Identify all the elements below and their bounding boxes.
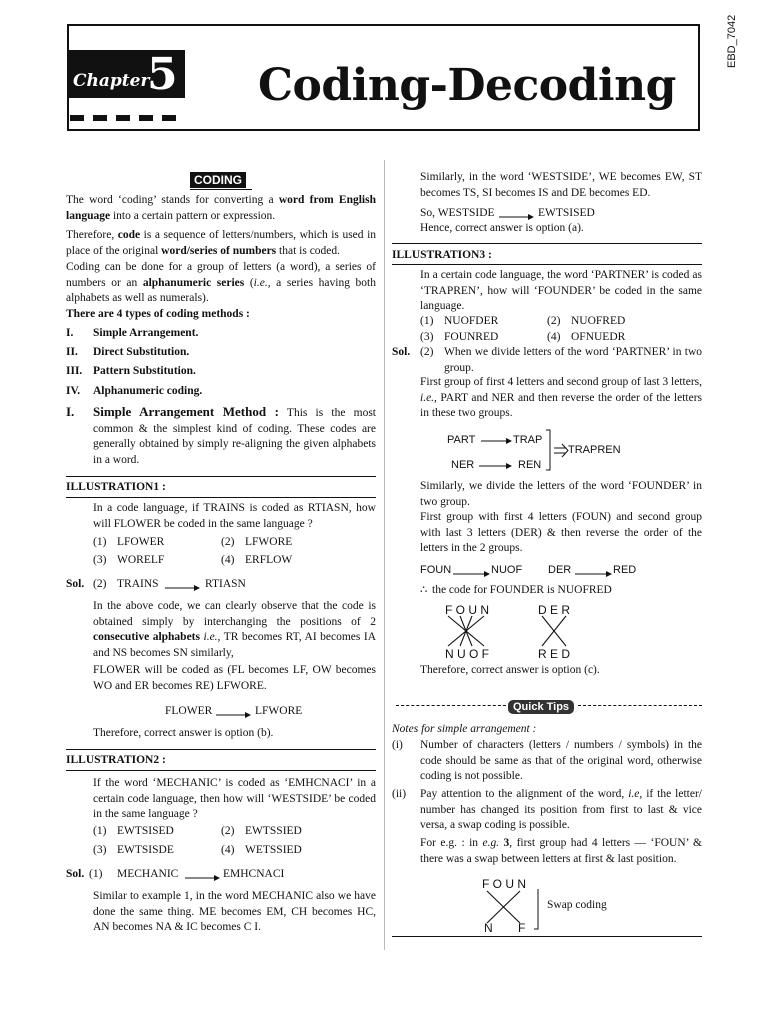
coding-heading: CODING: [190, 171, 246, 189]
arrow-icon: [478, 461, 514, 471]
option-text: LFWORE: [245, 536, 293, 548]
cross-bottom-2: R E D: [538, 647, 571, 661]
solution-from: MECHANIC: [117, 868, 179, 880]
solution-from: TRAINS: [117, 578, 159, 590]
swap-n: N: [484, 921, 493, 935]
arrow-from: FLOWER: [165, 705, 213, 717]
illustration-3-label: ILLUSTRATION3 :: [392, 249, 492, 261]
option-text: WETSSIED: [245, 844, 302, 856]
divider: [66, 770, 376, 771]
cross-top-1: F O U N: [445, 603, 489, 617]
option-num: (1): [93, 825, 107, 837]
diagram-trap: TRAP: [513, 434, 543, 446]
page-title: Coding-Decoding: [258, 60, 676, 111]
arrow-icon: [452, 567, 492, 577]
arrow-icon: [215, 708, 253, 718]
swap-top: F O U N: [482, 877, 526, 891]
chapter-badge: [67, 50, 185, 98]
type-label: Direct Substitution.: [93, 346, 190, 358]
quick-tips-badge: Quick Tips: [508, 697, 574, 715]
side-code: EBD_7042: [726, 14, 738, 68]
arrow-icon: [164, 581, 202, 591]
tips-bottom-rule: [392, 936, 702, 937]
arrow-to: LFWORE: [255, 705, 303, 717]
option-num: (1): [420, 315, 434, 327]
column-divider: [384, 160, 385, 950]
solution-text: When we divide letters of the word ‘PARTNER’ in two group.: [444, 346, 702, 374]
founder-groups: First group with first 4 letters (FOUN) and second group with last 3 letters (DER) & then reverse the order of the letters in the 2 groups.: [420, 511, 702, 554]
diagram-part: PART: [447, 434, 476, 446]
type-label: Alphanumeric coding.: [93, 385, 203, 397]
tips-notes-heading: Notes for simple arrangement :: [392, 723, 537, 735]
arrow-icon: [498, 210, 536, 220]
dash-mark: [70, 115, 84, 121]
dash-mark: [93, 115, 107, 121]
type-label: Pattern Substitution.: [93, 365, 196, 377]
option-text: EWTSISDE: [117, 844, 174, 856]
coding-intro-para: The word ‘coding’ stands for converting a word from English language into a certain pattern or expression.: [66, 194, 376, 222]
solution-to: RTIASN: [205, 578, 246, 590]
arrow-icon: [574, 567, 614, 577]
illustration-2-question: If the word ‘MECHANIC’ is coded as ‘EMHCNACI’ in a certain code language, then how will ‘WESTSIDE’ be coded in the same language ?: [93, 777, 376, 820]
solution-to: EMHCNACI: [223, 868, 285, 880]
divider: [66, 476, 376, 477]
option-num: (2): [221, 825, 235, 837]
founder-group-2: DER: [548, 564, 572, 576]
so-label: So, WESTSIDE: [420, 207, 495, 219]
solution-label: Sol.: [392, 346, 411, 358]
option-text: ERFLOW: [245, 554, 293, 566]
swap-label: Swap coding: [547, 899, 607, 911]
illustration-2-label: ILLUSTRATION2 :: [66, 754, 166, 766]
tip-2-text: Pay attention to the alignment of the word, i.e, if the letter/ number has changed its position from first to last & vice versa, a swap coding is possible.: [420, 788, 702, 831]
diagram-ren: REN: [518, 459, 542, 471]
solution-option: (1): [89, 868, 103, 880]
founder-code: the code for FOUNDER is NUOFRED: [432, 584, 612, 596]
option-text: FOUNRED: [444, 331, 499, 343]
option-text: LFOWER: [117, 536, 165, 548]
tip-1-text: Number of characters (letters / numbers / symbols) in the code should be same as that of the original word, otherwise coding is not possible.: [420, 739, 702, 782]
solution-label: Sol.: [66, 578, 85, 590]
illustration-1-explanation-2: FLOWER will be coded as (FL becomes LF, OW becomes WO and ER becomes RE) LFWORE.: [93, 664, 376, 692]
option-num: (3): [93, 554, 107, 566]
option-text: EWTSISED: [117, 825, 174, 837]
option-num: (3): [93, 844, 107, 856]
illustration-3-question: In a certain code language, the word ‘PARTNER’ is coded as ‘TRAPREN’, how will ‘FOUNDER’ be coded in the same language.: [420, 269, 702, 312]
cross-bottom-1: N U O F: [445, 647, 489, 661]
chapter-number: 5: [147, 49, 178, 100]
so-result: EWTSISED: [538, 207, 595, 219]
swap-f: F: [518, 921, 526, 935]
tip-number: (i): [392, 739, 403, 751]
option-num: (2): [221, 536, 235, 548]
types-heading: There are 4 types of coding methods :: [66, 308, 250, 320]
founder-group-2-reversed: RED: [613, 564, 637, 576]
cross-lines-icon: [538, 614, 574, 650]
option-text: EWTSSIED: [245, 825, 302, 837]
tip-example: For e.g. : in e.g. 3, first group had 4 letters — ‘FOUN’ & there was a swap between letters at first & last position.: [420, 837, 702, 865]
heading-underline: [190, 189, 252, 190]
divider: [392, 243, 702, 244]
type-num: II.: [66, 346, 78, 358]
tip-number: (ii): [392, 788, 407, 800]
option-num: (2): [547, 315, 561, 327]
type-num: IV.: [66, 385, 81, 397]
option-num: (3): [420, 331, 434, 343]
method-description: Simple Arrangement Method : This is the most common & the simplest kind of coding. These codes are generally obtained by simply re-aligning the given alphabets in a word.: [93, 404, 376, 466]
divider: [66, 497, 376, 498]
solution-label: Sol.: [66, 868, 85, 880]
founder-group-1: FOUN: [420, 564, 452, 576]
option-text: NUOFRED: [571, 315, 626, 327]
cross-top-2: D E R: [538, 603, 571, 617]
code-definition-para: Therefore, code is a sequence of letters/numbers, which is used in place of the original word/series of numbers that is coded.: [66, 229, 377, 257]
therefore-symbol: ∴: [420, 584, 428, 596]
type-num: I.: [66, 327, 74, 339]
option-num: (4): [221, 554, 235, 566]
dash-mark: [116, 115, 130, 121]
divider: [66, 749, 376, 750]
founder-explanation: Similarly, we divide the letters of the word ‘FOUNDER’ in two group.: [420, 480, 702, 508]
hence-answer: Hence, correct answer is option (a).: [420, 222, 584, 234]
founder-group-1-reversed: NUOF: [491, 564, 523, 576]
option-num: (1): [93, 536, 107, 548]
westside-explanation: Similarly, in the word ‘WESTSIDE’, WE becomes EW, ST becomes TS, SI becomes IS and DE becomes ED.: [420, 171, 702, 199]
option-num: (4): [547, 331, 561, 343]
illustration-2-explanation: Similar to example 1, in the word MECHANIC also we have done the same thing. ME becomes EM, CH becomes HC, AN becomes NA & IC becomes C I.: [93, 890, 376, 933]
dash-mark: [162, 115, 176, 121]
method-number: I.: [66, 404, 75, 419]
coding-groups-para: Coding can be done for a group of letters (a word), a series of numbers or an alphanumeric series (i.e., a series having both alphabets as well as numerals).: [66, 261, 376, 304]
tips-rule-left: [396, 705, 506, 706]
diagram-result: TRAPREN: [568, 444, 621, 456]
solution-option: (2): [420, 346, 434, 358]
illustration-3-explanation: First group of first 4 letters and second group of last 3 letters, i.e., PART and NER and then reverse the order of the letters in these two groups.: [420, 376, 703, 419]
illustration-1-question: In a code language, if TRAINS is coded as RTIASN, how will FLOWER be coded in the same language ?: [93, 502, 376, 530]
cross-lines-icon: [444, 614, 494, 650]
tips-rule-right: [578, 705, 702, 706]
illustration-1-explanation: In the above code, we can clearly observe that the code is obtained simply by interchanging the positions of 2 consecutive alphabets i.e., TR becomes RT, AI becomes IA and NS becomes SN similarly,: [93, 600, 377, 659]
type-num: III.: [66, 365, 83, 377]
arrow-icon: [480, 436, 514, 446]
type-label: Simple Arrangement.: [93, 327, 199, 339]
chapter-word: Chapter: [73, 71, 150, 91]
dash-mark: [139, 115, 153, 121]
arrow-icon: [184, 871, 222, 881]
solution-option: (2): [93, 578, 107, 590]
illustration-1-answer: Therefore, correct answer is option (b).: [93, 727, 274, 739]
divider: [392, 264, 702, 265]
option-num: (4): [221, 844, 235, 856]
diagram-ner: NER: [451, 459, 475, 471]
option-text: OFNUEDR: [571, 331, 626, 343]
illustration-1-label: ILLUSTRATION1 :: [66, 481, 166, 493]
option-text: WORELF: [117, 554, 165, 566]
illustration-3-answer: Therefore, correct answer is option (c).: [420, 664, 600, 676]
option-text: NUOFDER: [444, 315, 499, 327]
